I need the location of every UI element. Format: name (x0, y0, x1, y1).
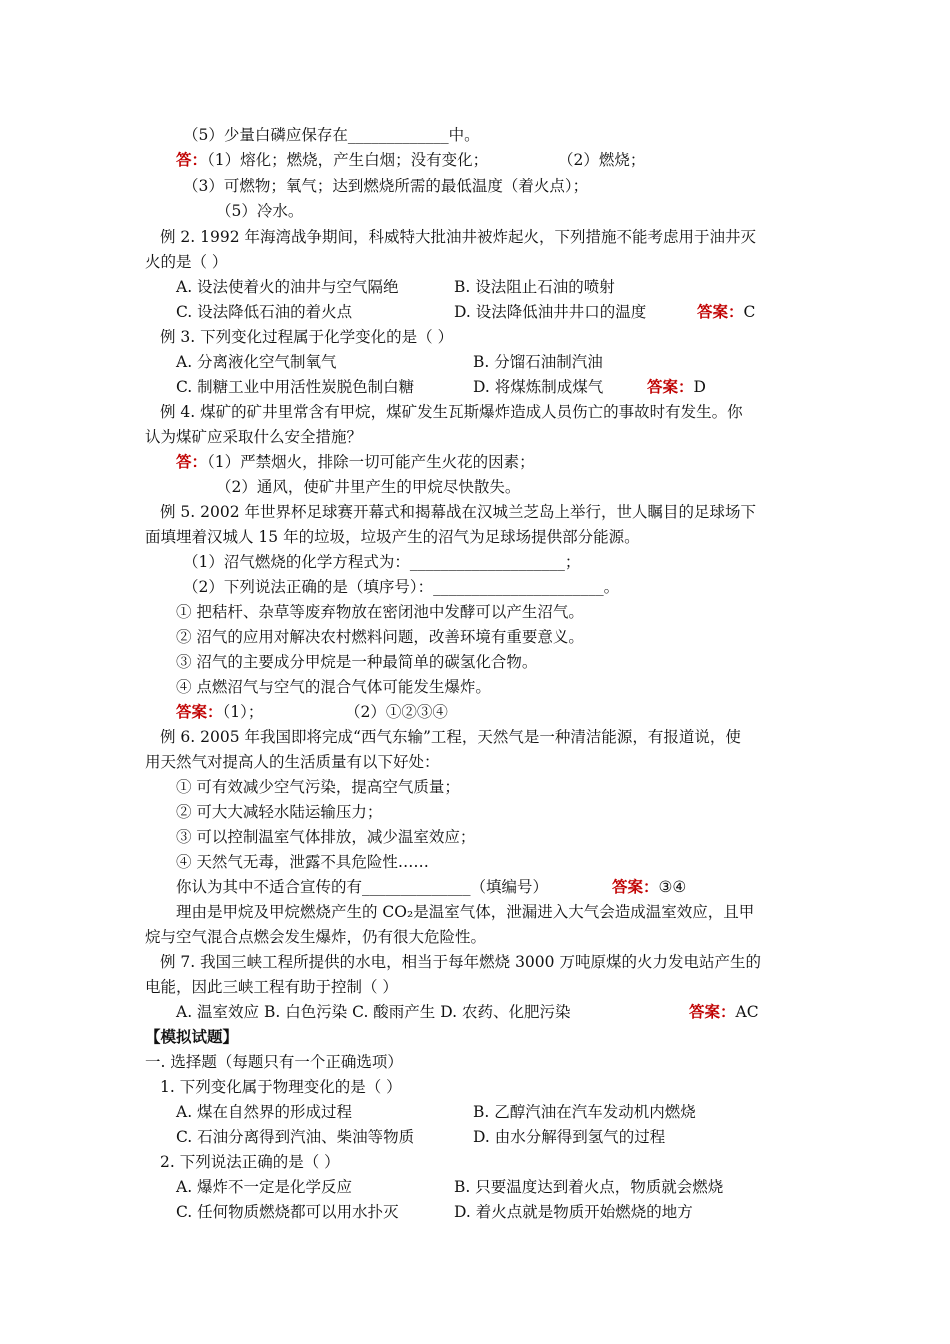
benefit-4: ④ 天然气无毒，泄露不具危险性…… (176, 853, 429, 871)
example-6-cont: 用天然气对提高人的生活质量有以下好处： (145, 753, 440, 771)
example-2-cont: 火的是（ ） (145, 253, 228, 271)
option-a: A. 爆炸不一定是化学反应 (176, 1178, 353, 1196)
example-6: 例 6. 2005 年我国即将完成“西气东输”工程，天然气是一种清洁能源，有报道说，使 (160, 728, 741, 746)
option-d: D. 着火点就是物质开始燃烧的地方 (454, 1203, 693, 1221)
option-c: C. 任何物质燃烧都可以用水扑灭 (176, 1203, 399, 1221)
answer-ex4-2: （2）通风，使矿井里产生的甲烷尽快散失。 (216, 478, 521, 496)
benefit-1: ① 可有效减少空气污染，提高空气质量； (176, 778, 460, 796)
statement-4: ④ 点燃沼气与空气的混合气体可能发生爆炸。 (176, 678, 491, 696)
answer-ex5-b: （2）①②③④ (345, 703, 448, 721)
test-question-2: 2. 下列说法正确的是（ ） (160, 1153, 340, 1171)
answer-ex7: 答案：AC (689, 1002, 759, 1021)
statement-2: ② 沼气的应用对解决农村燃料问题，改善环境有重要意义。 (176, 628, 584, 646)
statement-3: ③ 沼气的主要成分甲烷是一种最简单的碳氢化合物。 (176, 653, 538, 671)
question-5-2: （2）下列说法正确的是（填序号）：______________________。 (183, 578, 620, 596)
statement-1: ① 把秸杆、杂草等废弃物放在密闭池中发酵可以产生沼气。 (176, 603, 584, 621)
answer-ex5: 答案：（1）； (176, 702, 264, 721)
answer-ex6: 答案：③④ (612, 877, 687, 896)
example-5: 例 5. 2002 年世界杯足球赛开幕式和揭幕战在汉城兰芝岛上举行，世人瞩目的足球场下 (160, 503, 757, 521)
answer-ex3: 答案：D (647, 377, 706, 396)
option-d: D. 设法降低油井井口的温度 (454, 303, 647, 321)
reason-line-1: 理由是甲烷及甲烷燃烧产生的 CO₂是温室气体，泄漏进入大气会造成温室效应，且甲 (176, 903, 755, 921)
answer-ex4-1: 答：（1）严禁烟火，排除一切可能产生火花的因素； (176, 452, 535, 471)
benefit-3: ③ 可以控制温室气体排放，减少温室效应； (176, 828, 476, 846)
answer-label: 答： (176, 150, 208, 169)
example-7: 例 7. 我国三峡工程所提供的水电，相当于每年燃烧 3000 万吨原煤的火力发电站产生的 (160, 953, 761, 971)
example-4: 例 4. 煤矿的矿井里常含有甲烷，煤矿发生瓦斯爆炸造成人员伤亡的事故时有发生。你 (160, 403, 743, 421)
example-5-cont: 面填埋着汉城人 15 年的垃圾，垃圾产生的沼气为足球场提供部分能源。 (145, 528, 640, 546)
option-d: D. 由水分解得到氢气的过程 (473, 1128, 666, 1146)
option-c: C. 石油分离得到汽油、柴油等物质 (176, 1128, 415, 1146)
answer-ex2: 答案：C (697, 302, 756, 321)
example-3: 例 3. 下列变化过程属于化学变化的是（ ） (160, 328, 454, 346)
benefit-2: ② 可大大减轻水陆运输压力； (176, 803, 383, 821)
answer-line-1: 答：（1）熔化；燃烧，产生白烟；没有变化； (176, 150, 489, 169)
line-5: （5）少量白磷应保存在_____________中。 (183, 126, 480, 144)
option-a: A. 设法使着火的油井与空气隔绝 (176, 278, 399, 296)
example-2: 例 2. 1992 年海湾战争期间，科威特大批油井被炸起火，下列措施不能考虑用于油井灭 (160, 228, 757, 246)
reason-line-2: 烷与空气混合点燃会发生爆炸，仍有很大危险性。 (145, 928, 487, 946)
answer-line-2: （3）可燃物；氧气；达到燃烧所需的最低温度（着火点）； (183, 177, 589, 195)
option-b: B. 只要温度达到着火点，物质就会燃烧 (454, 1178, 724, 1196)
option-c: C. 设法降低石油的着火点 (176, 303, 353, 321)
option-b: B. 分馏石油制汽油 (473, 353, 603, 371)
answer-line-3: （5）冷水。 (216, 202, 304, 220)
question-6: 你认为其中不适合宣传的有______________（填编号） (176, 878, 549, 896)
test-question-1: 1. 下列变化属于物理变化的是（ ） (160, 1078, 402, 1096)
options-ex7: A. 温室效应 B. 白色污染 C. 酸雨产生 D. 农药、化肥污染 (176, 1003, 571, 1021)
option-a: A. 分离液化空气制氧气 (176, 353, 337, 371)
option-b: B. 设法阻止石油的喷射 (454, 278, 615, 296)
option-b: B. 乙醇汽油在汽车发动机内燃烧 (473, 1103, 696, 1121)
answer-line-1b: （2）燃烧； (558, 151, 646, 169)
subsection-heading: 一. 选择题（每题只有一个正确选项） (145, 1053, 403, 1071)
example-4-cont: 认为煤矿应采取什么安全措施？ (145, 428, 363, 446)
section-heading: 【模拟试题】 (145, 1027, 239, 1046)
question-5-1: （1）沼气燃烧的化学方程式为：____________________； (183, 553, 581, 571)
option-a: A. 煤在自然界的形成过程 (176, 1103, 353, 1121)
option-c: C. 制糖工业中用活性炭脱色制白糖 (176, 378, 415, 396)
option-d: D. 将煤炼制成煤气 (473, 378, 604, 396)
example-7-cont: 电能，因此三峡工程有助于控制（ ） (145, 978, 398, 996)
